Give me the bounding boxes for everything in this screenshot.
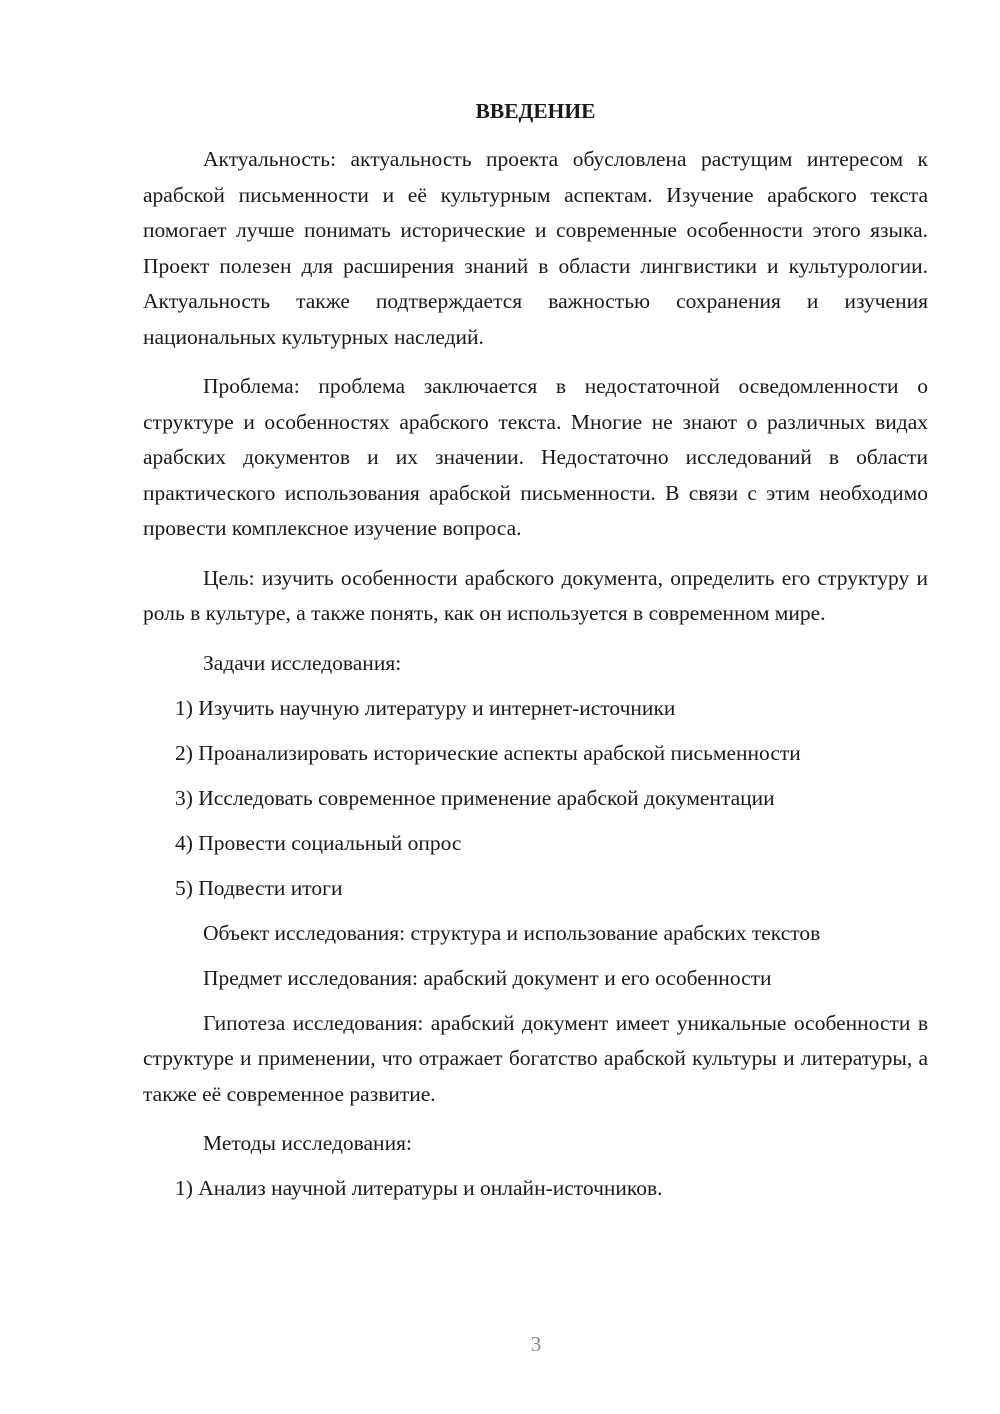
problem-paragraph: Проблема: проблема заключается в недостаточной осведомленности о структуре и особенностях арабского текста. Многие не знают о различных видах арабских документов и их значении. Недостаточно исследований в области практического использования арабской письменности. В связи с этим необходимо провести комплексное изучение вопроса. xyxy=(143,374,928,540)
hypothesis-paragraph: Гипотеза исследования: арабский документ имеет уникальные особенности в структуре и применении, что отражает богатство арабской культуры и литературы, а также её современное развитие. xyxy=(143,1010,928,1106)
page-title: ВВЕДЕНИЕ xyxy=(475,99,596,123)
research-object: Объект исследования: структура и использование арабских текстов xyxy=(203,920,821,945)
task-item: 3) Исследовать современное применение арабской документации xyxy=(175,785,775,810)
page-number: 3 xyxy=(530,1332,542,1356)
task-item: 5) Подвести итоги xyxy=(175,875,343,900)
task-item: 4) Провести социальный опрос xyxy=(175,830,462,855)
tasks-heading: Задачи исследования: xyxy=(203,650,402,675)
research-subject: Предмет исследования: арабский документ и его особенности xyxy=(203,965,772,990)
methods-heading: Методы исследования: xyxy=(203,1131,412,1155)
task-item: 2) Проанализировать исторические аспекты арабской письменности xyxy=(175,740,801,765)
page-content xyxy=(143,96,928,1216)
goal-paragraph: Цель: изучить особенности арабского документа, определить его структуру и роль в культуре, а также понять, как он используется в современном мире. xyxy=(143,565,928,625)
method-item: 1) Анализ научной литературы и онлайн-источников. xyxy=(175,1176,663,1200)
task-item: 1) Изучить научную литературу и интернет-источники xyxy=(175,695,676,720)
relevance-paragraph: Актуальность: актуальность проекта обусловлена растущим интересом к арабской письменности и её культурным аспектам. Изучение арабского текста помогает лучше понимать исторические и современные особенности этого языка. Проект полезен для расширения знаний в области лингвистики и культурологии. Актуальность также подтверждается важностью сохранения и изучения национальных культурных наследий. xyxy=(143,147,928,349)
